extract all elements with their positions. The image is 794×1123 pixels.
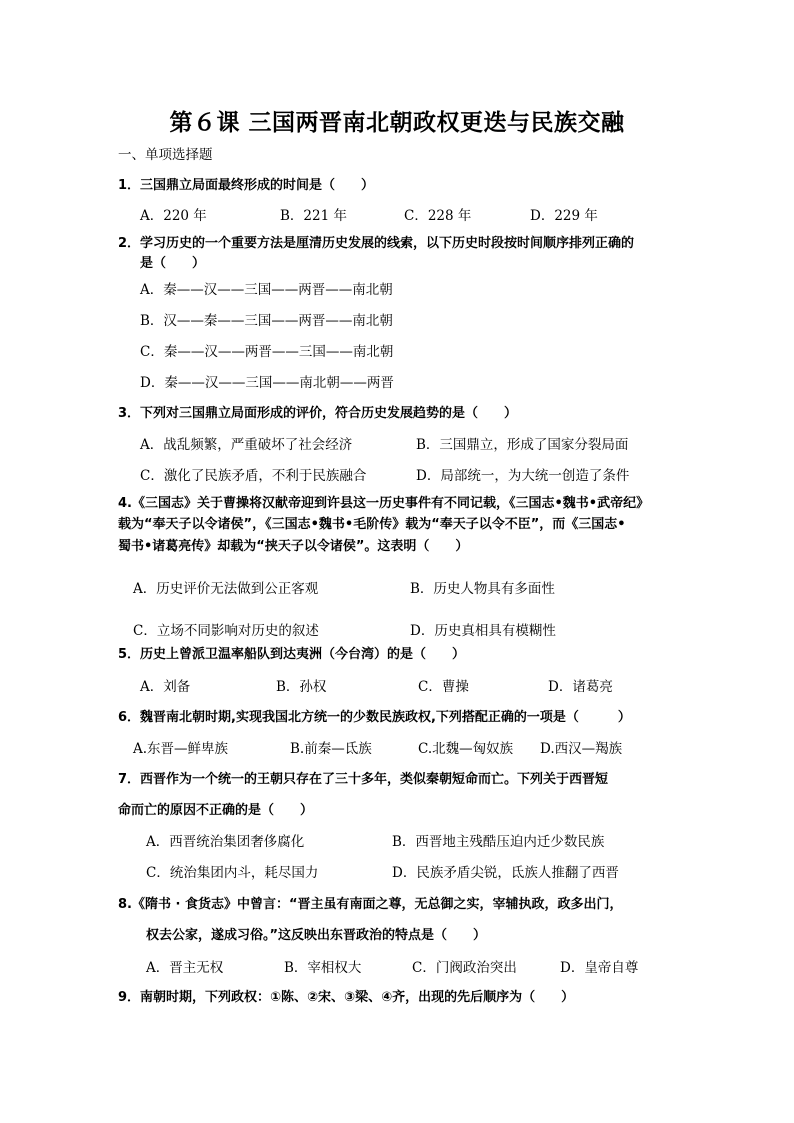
question-7-option-a: A．西晋统治集团奢侈腐化 <box>146 834 305 850</box>
question-4-stem-cont-2: 蜀书•诸葛亮传》却载为“挟天子以令诸侯”。这表明（ ） <box>118 539 469 554</box>
question-2-option-a: A．秦——汉——三国——两晋——南北朝 <box>140 282 393 298</box>
question-4-option-d: D．历史真相具有模糊性 <box>410 623 556 639</box>
question-4-option-a: A．历史评价无法做到公正客观 <box>133 581 319 597</box>
question-8-option-a: A．晋主无权 <box>146 960 224 976</box>
question-6-stem: 6．魏晋南北朝时期,实现我国北方统一的少数民族政权,下列搭配正确的一项是（ ） <box>118 710 631 725</box>
question-1-stem: 1．三国鼎立局面最终形成的时间是（ ） <box>118 178 375 193</box>
question-6-option-d: D.西汉—羯族 <box>540 741 623 757</box>
section-heading: 一、单项选择题 <box>118 147 213 163</box>
question-5-option-a: A．刘备 <box>140 679 191 695</box>
question-8-option-b: B．宰相权大 <box>284 960 362 976</box>
question-3-option-a: A．战乱频繁，严重破坏了社会经济 <box>140 437 353 453</box>
question-3-option-b: B．三国鼎立，形成了国家分裂局面 <box>416 437 629 453</box>
question-6-option-c: C.北魏—匈奴族 <box>418 741 514 757</box>
question-5-option-d: D．诸葛亮 <box>548 679 613 695</box>
question-8-option-d: D．皇帝自尊 <box>560 960 639 976</box>
question-9-stem: 9．南朝时期，下列政权：①陈、②宋、③梁、④齐，出现的先后顺序为（ ） <box>118 990 575 1005</box>
question-5-option-c: C．曹操 <box>418 679 469 695</box>
page-title: 第６课 三国两晋南北朝政权更迭与民族交融 <box>169 110 625 136</box>
question-1-option-c: C．228 年 <box>404 208 472 224</box>
question-4-stem: 4.《三国志》关于曹操将汉献帝迎到许县这一历史事件有不同记载，《三国志•魏书•武帝纪》 <box>118 496 650 511</box>
question-7-stem-cont: 命而亡的原因不正确的是（ ） <box>118 803 314 818</box>
question-7-option-b: B．西晋地主残酷压迫内迁少数民族 <box>392 834 605 850</box>
question-1-option-b: B．221 年 <box>280 208 347 224</box>
question-4-option-b: B．历史人物具有多面性 <box>410 581 555 597</box>
question-1-option-a: A．220 年 <box>140 208 207 224</box>
question-8-option-c: C．门阀政治突出 <box>412 960 517 976</box>
question-3-option-d: D．局部统一，为大统一创造了条件 <box>416 468 630 484</box>
question-2-option-b: B．汉——秦——三国——两晋——南北朝 <box>140 313 393 329</box>
question-3-option-c: C．激化了民族矛盾，不利于民族融合 <box>140 468 367 484</box>
question-8-stem: 8.《隋书 · 食货志》中曾言：“晋主虽有南面之尊，无总御之实，宰辅执政，政多出门， <box>118 897 623 912</box>
question-7-option-c: C．统治集团内斗，耗尽国力 <box>146 865 319 881</box>
question-3-stem: 3．下列对三国鼎立局面形成的评价，符合历史发展趋势的是（ ） <box>118 406 518 421</box>
question-2-stem: 2．学习历史的一个重要方法是厘清历史发展的线索，以下历史时段按时间顺序排列正确的 <box>118 236 635 251</box>
question-4-stem-cont-1: 载为“奉天子以令诸侯”，《三国志•魏书•毛阶传》载为“奉天子以令不臣”，而《三国志• <box>118 517 626 532</box>
question-5-option-b: B．孙权 <box>276 679 327 695</box>
question-2-option-d: D．秦——汉——三国——南北朝——两晋 <box>140 375 394 391</box>
question-2-stem-cont: 是（ ） <box>140 256 206 271</box>
question-1-option-d: D．229 年 <box>530 208 598 224</box>
question-8-stem-cont: 权去公家，遂成习俗。”这反映出东晋政治的特点是（ ） <box>146 928 487 943</box>
question-4-option-c: C．立场不同影响对历史的叙述 <box>133 623 319 639</box>
question-6-option-a: A.东晋—鲜卑族 <box>133 741 229 757</box>
question-7-option-d: D．民族矛盾尖锐，氐族人推翻了西晋 <box>392 865 619 881</box>
question-7-stem: 7．西晋作为一个统一的王朝只存在了三十多年，类似秦朝短命而亡。下列关于西晋短 <box>118 772 609 787</box>
question-5-stem: 5．历史上曾派卫温率船队到达夷洲（今台湾）的是（ ） <box>118 647 466 662</box>
question-2-option-c: C．秦——汉——两晋——三国——南北朝 <box>140 344 394 360</box>
question-6-option-b: B.前秦—氐族 <box>290 741 372 757</box>
